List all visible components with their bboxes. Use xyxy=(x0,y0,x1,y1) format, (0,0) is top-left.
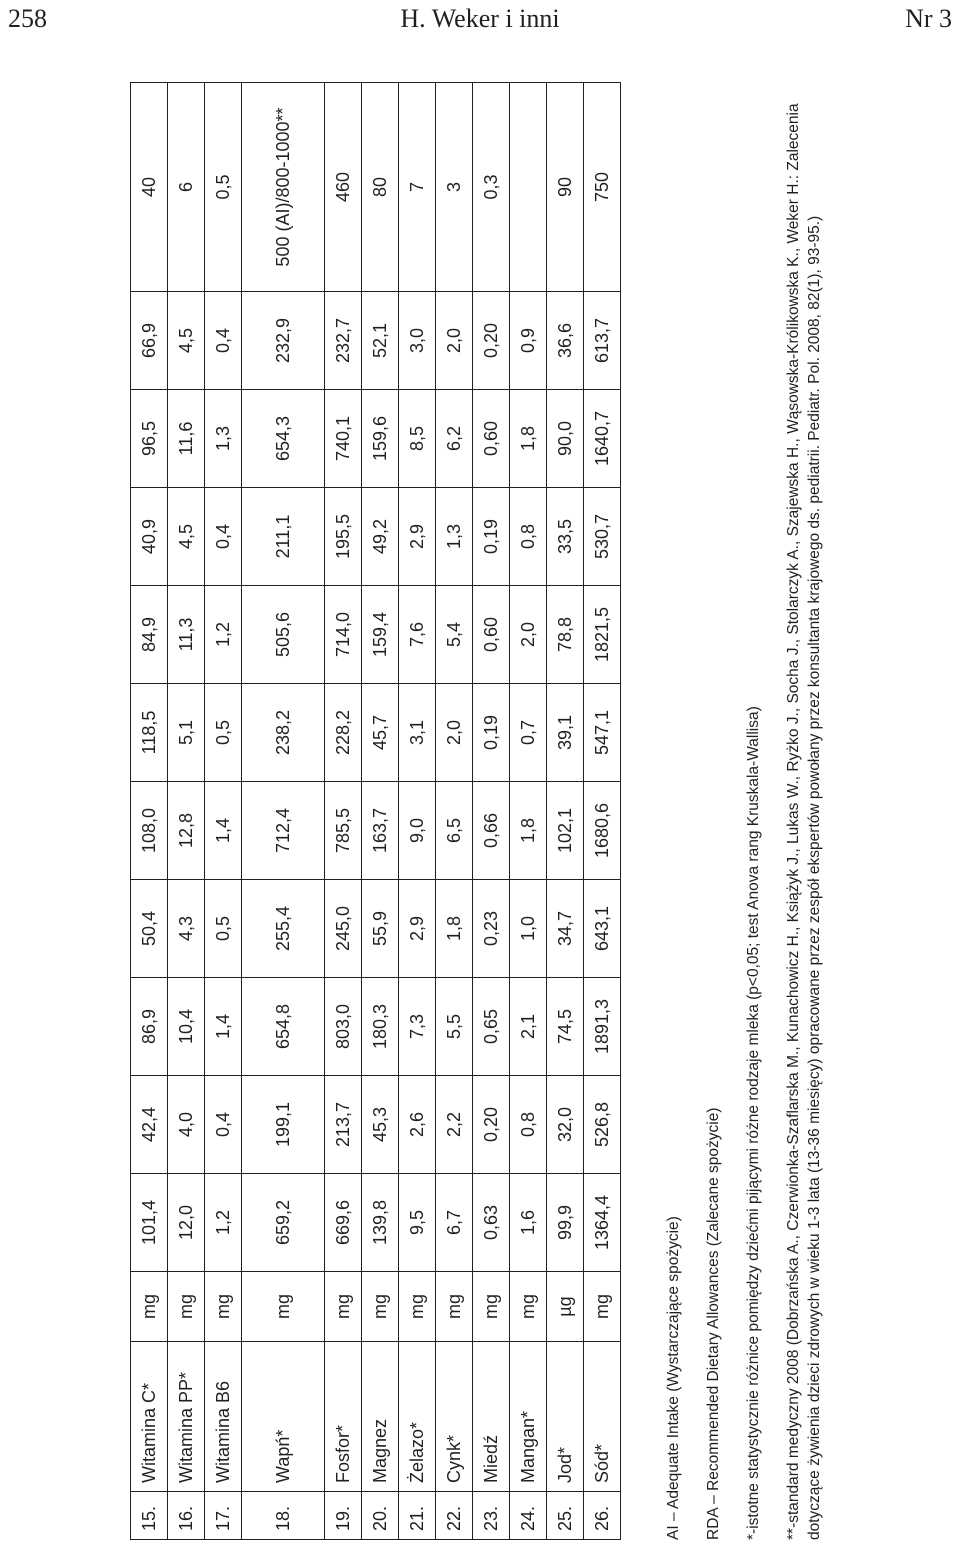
value-cell: 0,7 xyxy=(510,684,547,782)
row-number: 15. xyxy=(131,1492,168,1540)
value-cell: 1,2 xyxy=(205,1174,242,1272)
value-cell: 1,4 xyxy=(205,978,242,1076)
value-cell: 1,0 xyxy=(510,880,547,978)
value-cell: 2,0 xyxy=(436,292,473,390)
unit-cell: mg xyxy=(168,1272,205,1342)
row-number: 24. xyxy=(510,1492,547,1540)
value-cell: 712,4 xyxy=(242,782,325,880)
value-cell: 0,65 xyxy=(473,978,510,1076)
value-cell: 102,1 xyxy=(547,782,584,880)
table-row xyxy=(510,83,547,1540)
value-cell: 0,5 xyxy=(205,880,242,978)
value-cell: 101,4 xyxy=(131,1174,168,1272)
value-cell: 654,8 xyxy=(242,978,325,1076)
value-cell: 9,5 xyxy=(399,1174,436,1272)
value-cell: 0,4 xyxy=(205,488,242,586)
value-cell: 3,1 xyxy=(399,684,436,782)
value-cell: 0,20 xyxy=(473,1076,510,1174)
nutrient-name: Witamina C* xyxy=(131,1342,168,1492)
norm-cell: 7 xyxy=(399,83,436,292)
table-row xyxy=(168,83,205,1540)
value-cell: 11,6 xyxy=(168,390,205,488)
value-cell: 643,1 xyxy=(584,880,621,978)
norm-cell: 40 xyxy=(131,83,168,292)
value-cell: 49,2 xyxy=(362,488,399,586)
table-row xyxy=(242,83,325,1540)
value-cell: 526,8 xyxy=(584,1076,621,1174)
value-cell: 2,0 xyxy=(510,586,547,684)
value-cell: 180,3 xyxy=(362,978,399,1076)
value-cell: 5,4 xyxy=(436,586,473,684)
value-cell: 740,1 xyxy=(325,390,362,488)
rotated-content xyxy=(130,85,830,1540)
nutrient-name: Żelazo* xyxy=(399,1342,436,1492)
value-cell: 505,6 xyxy=(242,586,325,684)
table-row xyxy=(131,83,168,1540)
value-cell: 232,7 xyxy=(325,292,362,390)
value-cell: 1891,3 xyxy=(584,978,621,1076)
value-cell: 1821,5 xyxy=(584,586,621,684)
value-cell: 108,0 xyxy=(131,782,168,880)
nutrient-name: Witamina B6 xyxy=(205,1342,242,1492)
value-cell: 0,9 xyxy=(510,292,547,390)
value-cell: 84,9 xyxy=(131,586,168,684)
value-cell: 6,2 xyxy=(436,390,473,488)
unit-cell: mg xyxy=(242,1272,325,1342)
value-cell: 96,5 xyxy=(131,390,168,488)
value-cell: 714,0 xyxy=(325,586,362,684)
nutrient-name: Miedź xyxy=(473,1342,510,1492)
value-cell: 785,5 xyxy=(325,782,362,880)
nutrient-name: Cynk* xyxy=(436,1342,473,1492)
value-cell: 0,23 xyxy=(473,880,510,978)
norm-cell: 500 (AI)/800-1000** xyxy=(242,83,325,292)
value-cell: 199,1 xyxy=(242,1076,325,1174)
unit-cell: µg xyxy=(547,1272,584,1342)
value-cell: 613,7 xyxy=(584,292,621,390)
value-cell: 90,0 xyxy=(547,390,584,488)
value-cell: 2,1 xyxy=(510,978,547,1076)
unit-cell: mg xyxy=(399,1272,436,1342)
value-cell: 530,7 xyxy=(584,488,621,586)
value-cell: 0,5 xyxy=(205,684,242,782)
page-number: 258 xyxy=(8,4,47,33)
unit-cell: mg xyxy=(362,1272,399,1342)
table-row xyxy=(584,83,621,1540)
value-cell: 36,6 xyxy=(547,292,584,390)
value-cell: 32,0 xyxy=(547,1076,584,1174)
unit-cell: mg xyxy=(205,1272,242,1342)
nutrient-name: Sód* xyxy=(584,1342,621,1492)
norm-cell: 0,5 xyxy=(205,83,242,292)
value-cell: 1,8 xyxy=(510,390,547,488)
footnote-medical-standard: **-standard medyczny 2008 (Dobrzańska A., Czerwionka-Szaflarska M., Kunachowicz H., Książyk J., Lukas W., Ryżko J., Socha J., Stolarczyk A., Szajewska H., Wąsowska-Królikowska K., Weker H.: Zalecenia dotyczące żywienia dzieci zdrowych w wieku 1-3 lata (13-36 miesięcy) opracowane przez zespół ekspertów powołany przez konsultanta krajowego ds. pediatrii. Pediatr. Pol. 2008, 82(1), 93-95.) xyxy=(785,103,823,1540)
value-cell: 659,2 xyxy=(242,1174,325,1272)
value-cell: 0,8 xyxy=(510,1076,547,1174)
value-cell: 50,4 xyxy=(131,880,168,978)
value-cell: 8,5 xyxy=(399,390,436,488)
value-cell: 45,7 xyxy=(362,684,399,782)
value-cell: 0,4 xyxy=(205,1076,242,1174)
row-number: 23. xyxy=(473,1492,510,1540)
unit-cell: mg xyxy=(436,1272,473,1342)
value-cell: 213,7 xyxy=(325,1076,362,1174)
nutrient-name: Mangan* xyxy=(510,1342,547,1492)
value-cell: 547,1 xyxy=(584,684,621,782)
value-cell: 1680,6 xyxy=(584,782,621,880)
value-cell: 45,3 xyxy=(362,1076,399,1174)
value-cell: 654,3 xyxy=(242,390,325,488)
nutrient-name: Wapń* xyxy=(242,1342,325,1492)
value-cell: 39,1 xyxy=(547,684,584,782)
nutrient-table xyxy=(130,82,621,1540)
value-cell: 232,9 xyxy=(242,292,325,390)
value-cell: 12,0 xyxy=(168,1174,205,1272)
value-cell: 2,9 xyxy=(399,488,436,586)
row-number: 18. xyxy=(242,1492,325,1540)
value-cell: 2,0 xyxy=(436,684,473,782)
norm-cell: 80 xyxy=(362,83,399,292)
row-number: 20. xyxy=(362,1492,399,1540)
value-cell: 66,9 xyxy=(131,292,168,390)
value-cell: 2,9 xyxy=(399,880,436,978)
unit-cell: mg xyxy=(510,1272,547,1342)
value-cell: 669,6 xyxy=(325,1174,362,1272)
value-cell: 0,19 xyxy=(473,684,510,782)
value-cell: 1364,4 xyxy=(584,1174,621,1272)
running-title: H. Weker i inni xyxy=(400,4,560,33)
value-cell: 0,66 xyxy=(473,782,510,880)
row-number: 22. xyxy=(436,1492,473,1540)
value-cell: 0,60 xyxy=(473,390,510,488)
nutrient-name: Witamina PP* xyxy=(168,1342,205,1492)
value-cell: 0,8 xyxy=(510,488,547,586)
value-cell: 10,4 xyxy=(168,978,205,1076)
value-cell: 40,9 xyxy=(131,488,168,586)
value-cell: 0,4 xyxy=(205,292,242,390)
value-cell: 1,8 xyxy=(510,782,547,880)
value-cell: 1,3 xyxy=(436,488,473,586)
value-cell: 211,1 xyxy=(242,488,325,586)
value-cell: 5,1 xyxy=(168,684,205,782)
table-row xyxy=(205,83,242,1540)
footnote-rda: RDA – Recommended Dietary Allowances (Zalecane spożycie) xyxy=(705,1107,722,1540)
value-cell: 1,8 xyxy=(436,880,473,978)
value-cell: 1,4 xyxy=(205,782,242,880)
value-cell: 1,3 xyxy=(205,390,242,488)
table-row xyxy=(362,83,399,1540)
value-cell: 78,8 xyxy=(547,586,584,684)
value-cell: 163,7 xyxy=(362,782,399,880)
norm-cell: 750 xyxy=(584,83,621,292)
footnote-ai: AI – Adequate Intake (Wystarczające spożycie) xyxy=(665,1216,682,1540)
page-header xyxy=(0,0,960,40)
value-cell: 228,2 xyxy=(325,684,362,782)
value-cell: 52,1 xyxy=(362,292,399,390)
value-cell: 33,5 xyxy=(547,488,584,586)
nutrient-name: Jod* xyxy=(547,1342,584,1492)
value-cell: 2,2 xyxy=(436,1076,473,1174)
value-cell: 86,9 xyxy=(131,978,168,1076)
norm-cell: 0,3 xyxy=(473,83,510,292)
table-row xyxy=(473,83,510,1540)
norm-cell xyxy=(510,83,547,292)
value-cell: 12,8 xyxy=(168,782,205,880)
value-cell: 6,7 xyxy=(436,1174,473,1272)
value-cell: 6,5 xyxy=(436,782,473,880)
value-cell: 11,3 xyxy=(168,586,205,684)
value-cell: 0,19 xyxy=(473,488,510,586)
unit-cell: mg xyxy=(473,1272,510,1342)
row-number: 19. xyxy=(325,1492,362,1540)
row-number: 21. xyxy=(399,1492,436,1540)
value-cell: 42,4 xyxy=(131,1076,168,1174)
value-cell: 803,0 xyxy=(325,978,362,1076)
nutrient-name: Fosfor* xyxy=(325,1342,362,1492)
unit-cell: mg xyxy=(325,1272,362,1342)
value-cell: 34,7 xyxy=(547,880,584,978)
table-row xyxy=(547,83,584,1540)
footnotes xyxy=(663,85,825,1540)
row-number: 26. xyxy=(584,1492,621,1540)
value-cell: 1,6 xyxy=(510,1174,547,1272)
issue-number: Nr 3 xyxy=(905,4,952,33)
value-cell: 4,0 xyxy=(168,1076,205,1174)
value-cell: 245,0 xyxy=(325,880,362,978)
value-cell: 0,63 xyxy=(473,1174,510,1272)
value-cell: 99,9 xyxy=(547,1174,584,1272)
norm-cell: 90 xyxy=(547,83,584,292)
norm-cell: 6 xyxy=(168,83,205,292)
unit-cell: mg xyxy=(584,1272,621,1342)
table-row xyxy=(399,83,436,1540)
value-cell: 4,5 xyxy=(168,292,205,390)
row-number: 25. xyxy=(547,1492,584,1540)
value-cell: 195,5 xyxy=(325,488,362,586)
value-cell: 2,6 xyxy=(399,1076,436,1174)
value-cell: 139,8 xyxy=(362,1174,399,1272)
value-cell: 1,2 xyxy=(205,586,242,684)
table-row xyxy=(436,83,473,1540)
value-cell: 55,9 xyxy=(362,880,399,978)
row-number: 16. xyxy=(168,1492,205,1540)
value-cell: 5,5 xyxy=(436,978,473,1076)
footnote-significance: *-istotne statystycznie różnice pomiędzy dziećmi pijącymi różne rodzaje mleka (p<0,05; test Anova rang Kruskala-Wallisa) xyxy=(745,706,762,1540)
value-cell: 0,60 xyxy=(473,586,510,684)
value-cell: 118,5 xyxy=(131,684,168,782)
value-cell: 7,6 xyxy=(399,586,436,684)
nutrient-name: Magnez xyxy=(362,1342,399,1492)
value-cell: 4,5 xyxy=(168,488,205,586)
value-cell: 1640,7 xyxy=(584,390,621,488)
unit-cell: mg xyxy=(131,1272,168,1342)
value-cell: 9,0 xyxy=(399,782,436,880)
value-cell: 238,2 xyxy=(242,684,325,782)
value-cell: 159,4 xyxy=(362,586,399,684)
value-cell: 159,6 xyxy=(362,390,399,488)
value-cell: 3,0 xyxy=(399,292,436,390)
norm-cell: 3 xyxy=(436,83,473,292)
norm-cell: 460 xyxy=(325,83,362,292)
row-number: 17. xyxy=(205,1492,242,1540)
value-cell: 7,3 xyxy=(399,978,436,1076)
value-cell: 4,3 xyxy=(168,880,205,978)
table-row xyxy=(325,83,362,1540)
value-cell: 255,4 xyxy=(242,880,325,978)
value-cell: 0,20 xyxy=(473,292,510,390)
value-cell: 74,5 xyxy=(547,978,584,1076)
